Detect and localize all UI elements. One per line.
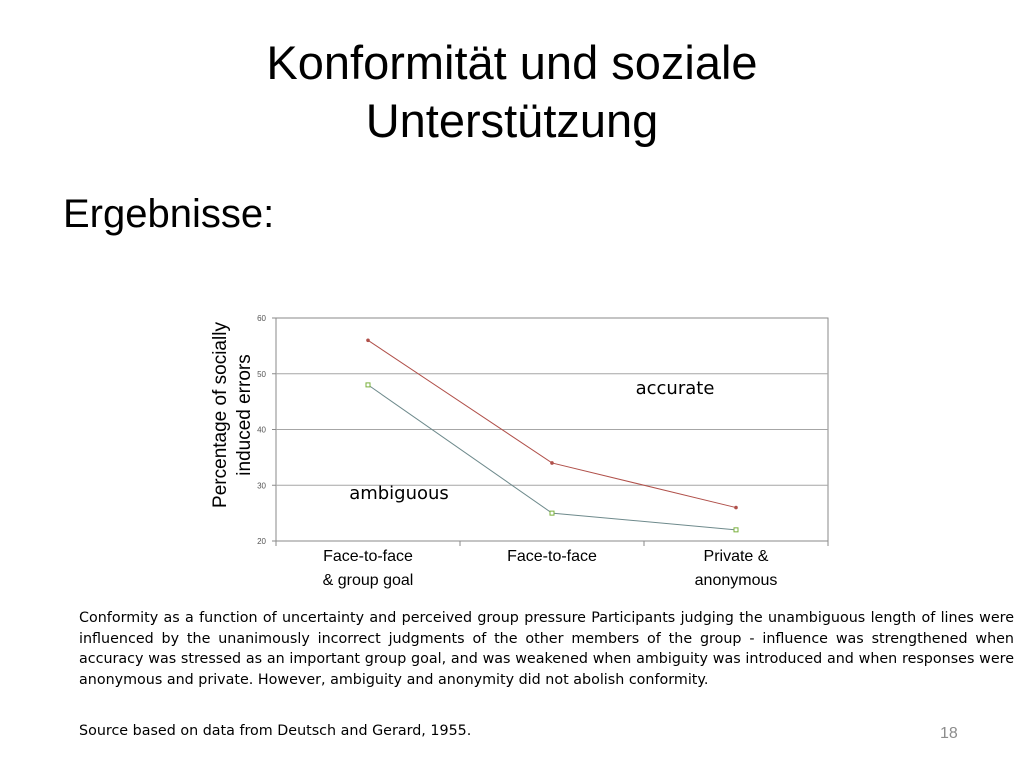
title-line-2: Unterstützung [365, 94, 659, 147]
title-line-1: Konformität und soziale [266, 36, 758, 89]
x-tick-label: anonymous [694, 572, 778, 589]
series-label: accurate [635, 378, 715, 399]
slide-title [0, 34, 1024, 150]
y-tick-label: 60 [257, 314, 266, 323]
line-chart [200, 295, 840, 595]
data-point-accurate [366, 339, 370, 343]
section-heading: Ergebnisse: [63, 192, 275, 236]
x-tick-label: Private & [703, 548, 769, 565]
data-point-ambiguous [550, 511, 554, 515]
y-axis-label: Percentage of socially [210, 322, 231, 508]
series-label: ambiguous [349, 483, 449, 504]
y-tick-label: 50 [257, 369, 266, 379]
x-tick-label: & group goal [322, 572, 414, 589]
data-point-ambiguous [734, 528, 738, 532]
figure-caption: Conformity as a function of uncertainty and perceived group pressure Participants judging the unambiguous length of lines were influenced by the unanimously incorrect judgments of the other members of the group - influence was strengthened when accuracy was stressed as an important group goal, and was weakened when ambiguity was introduced and when responses were anonymous and private. However, ambiguity and anonymity did not abolish conformity. [79, 610, 1014, 688]
y-axis-label: induced errors [234, 354, 255, 476]
data-point-accurate [550, 461, 554, 465]
y-tick-label: 40 [257, 425, 266, 435]
y-tick-label: 20 [257, 537, 266, 546]
page-number: 18 [940, 725, 958, 742]
data-point-accurate [734, 506, 738, 510]
x-tick-label: Face-to-face [323, 548, 413, 565]
source-note: Source based on data from Deutsch and Gerard, 1955. [79, 723, 472, 739]
x-tick-label: Face-to-face [507, 548, 597, 565]
y-tick-label: 30 [257, 481, 266, 491]
data-point-ambiguous [366, 383, 370, 387]
